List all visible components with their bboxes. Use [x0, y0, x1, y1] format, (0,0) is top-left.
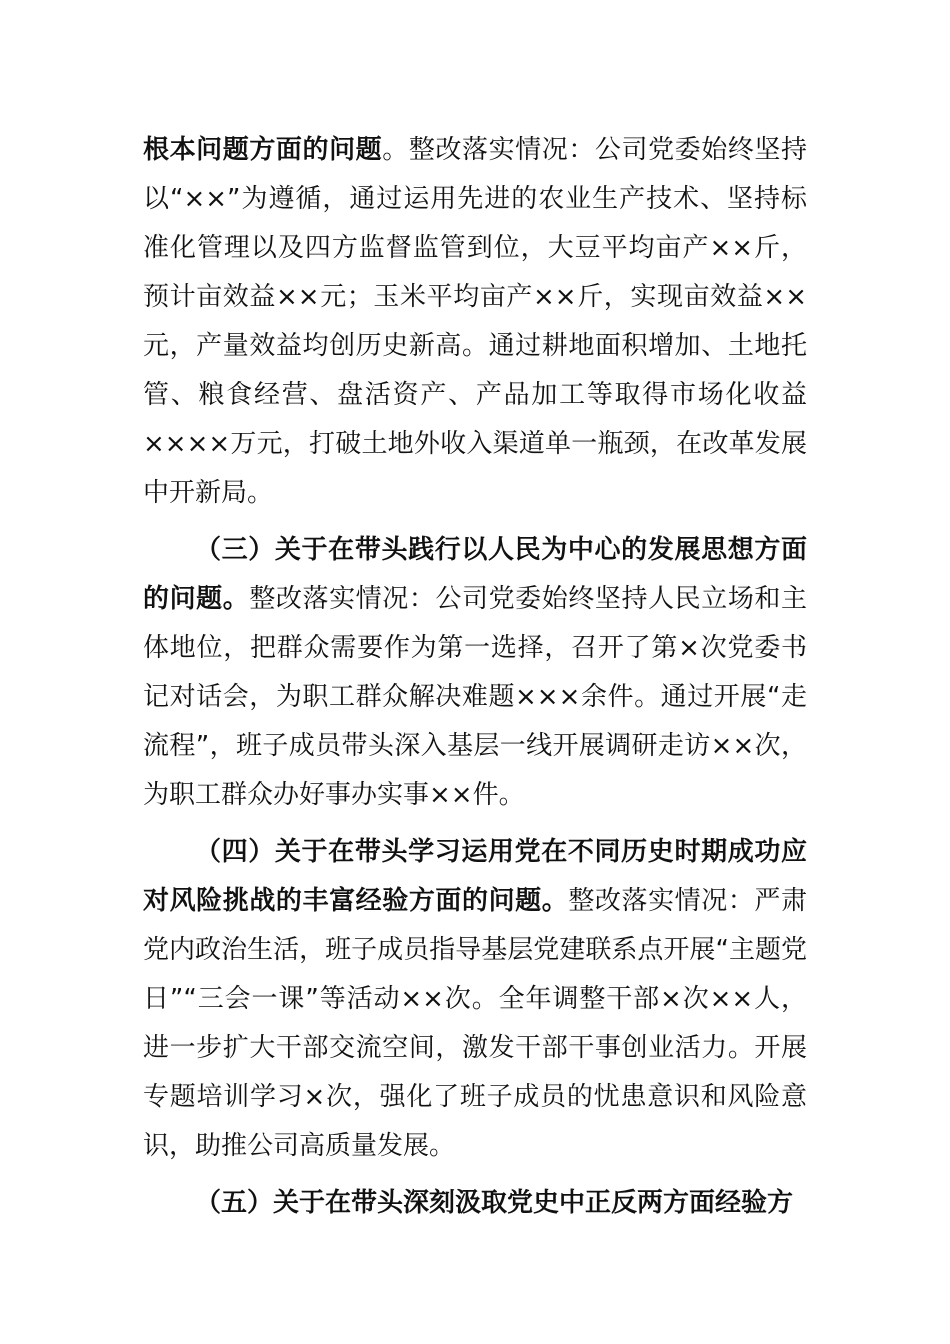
paragraph-2-heading: （三）关于在带头践行以人民为中心的发展思想方面的问题。: [143, 535, 807, 614]
paragraph-1: [143, 126, 807, 518]
paragraph-1-heading: 根本问题方面的问题: [143, 135, 383, 165]
paragraph-2: [143, 526, 807, 820]
paragraph-4-heading: （五）关于在带头深刻汲取党史中正反两方面经验方: [195, 1188, 794, 1218]
paragraph-4: [143, 1179, 807, 1228]
paragraph-3-heading: （四）关于在带头学习运用党在不同历史时期成功应对风险挑战的丰富经验方面的问题。: [143, 837, 807, 916]
paragraph-3: [143, 828, 807, 1171]
paragraph-1-body: 。整改落实情况：公司党委始终坚持以“××”为遵循，通过运用先进的农业生产技术、坚持标准化管理以及四方监督监管到位，大豆平均亩产××斤，预计亩效益××元；玉米平均亩产××斤，实现亩效益××元，产量效益均创历史新高。通过耕地面积增加、土地托管、粮食经营、盘活资产、产品加工等取得市场化收益××××万元，打破土地外收入渠道单一瓶颈，在改革发展中开新局。: [143, 135, 807, 508]
document-page: [143, 126, 807, 1236]
paragraph-2-body: 整改落实情况：公司党委始终坚持人民立场和主体地位，把群众需要作为第一选择，召开了第×次党委书记对话会，为职工群众解决难题×××余件。通过开展“走流程”，班子成员带头深入基层一线开展调研走访××次，为职工群众办好事办实事××件。: [143, 584, 807, 810]
paragraph-3-body: 整改落实情况：严肃党内政治生活，班子成员指导基层党建联系点开展“主题党日”“三会一课”等活动××次。全年调整干部×次××人，进一步扩大干部交流空间，激发干部干事创业活力。开展专题培训学习×次，强化了班子成员的忧患意识和风险意识，助推公司高质量发展。: [143, 886, 807, 1161]
